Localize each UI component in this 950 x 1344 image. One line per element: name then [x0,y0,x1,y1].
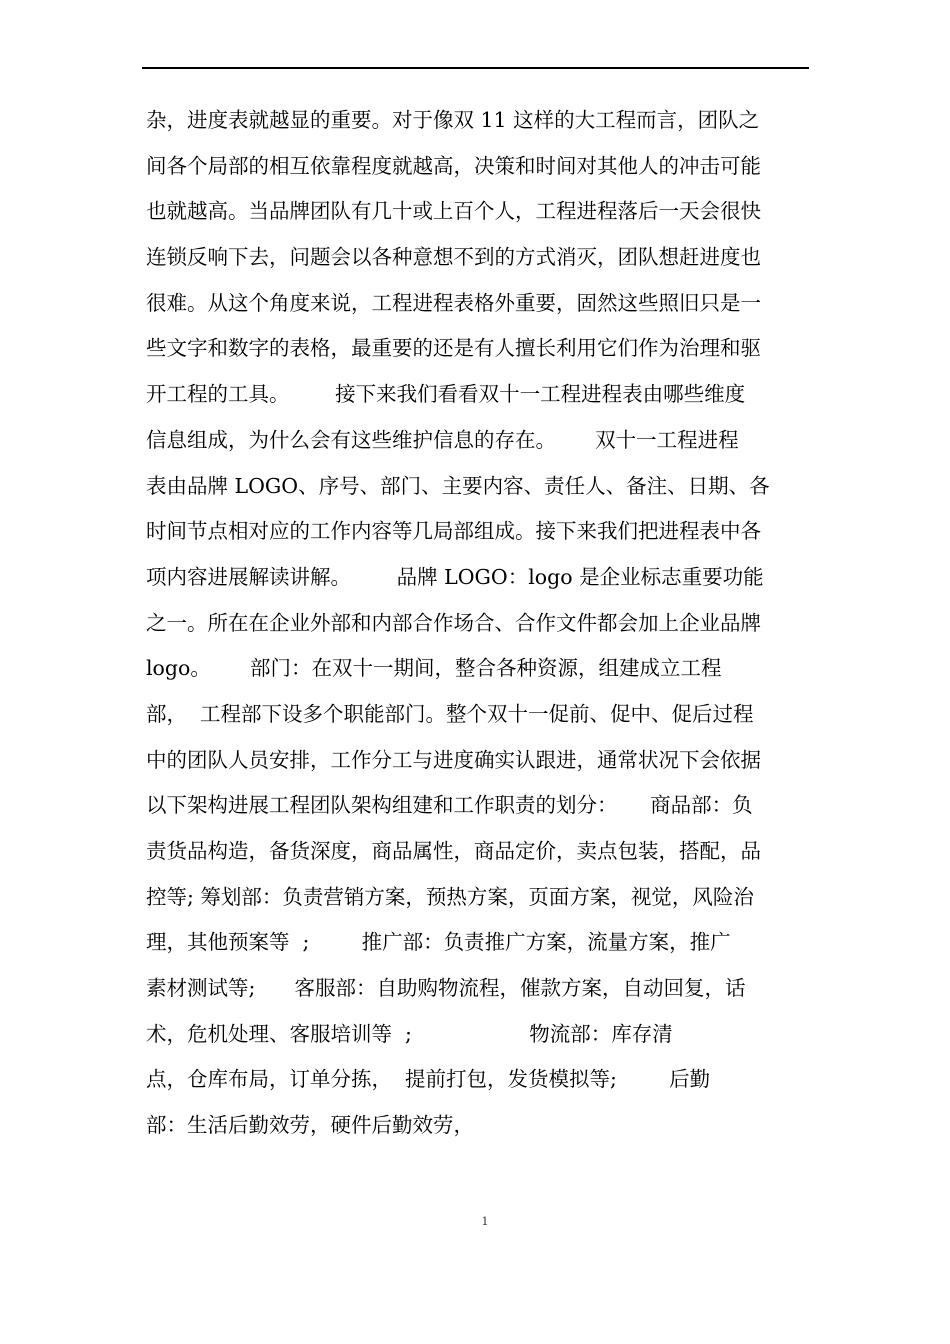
text-line: 部， 工程部下设多个职能部门。整个双十一促前、促中、促后过程 [146,701,754,726]
page-number: 1 [481,1215,489,1228]
header-rule [142,67,809,69]
text-line: 开工程的工具。 接下来我们看看双十一工程进程表由哪些维度 [146,382,746,407]
text-line: 之一。所在在企业外部和内部合作场合、合作文件都会加上企业品牌 [146,610,761,635]
text-line: 点，仓库布局，订单分拣， 提前打包，发货模拟等; 后勤 [146,1067,711,1092]
document-body [146,98,816,1149]
text-line: 中的团队人员安排，工作分工与进度确实认跟进，通常状况下会依据 [146,747,761,772]
text-line: 连锁反响下去，问题会以各种意想不到的方式消灭，团队想赶进度也 [146,245,761,270]
text-line: 控等; 筹划部：负责营销方案，预热方案，页面方案，视觉，风险治 [146,884,754,909]
text-line: logo。 部门：在双十一期间，整合各种资源，组建成立工程 [146,656,722,681]
text-line: 间各个局部的相互依靠程度就越高，决策和时间对其他人的冲击可能 [146,153,761,178]
text-line: 信息组成，为什么会有这些维护信息的存在。 双十一工程进程 [146,427,739,452]
text-line: 表由品牌 LOGO、序号、部门、主要内容、责任人、备注、日期、各 [146,473,770,498]
text-line: 术，危机处理、客服培训等 ; 物流部：库存清 [146,1021,673,1046]
text-line: 部：生活后勤效劳，硬件后勤效劳， [146,1113,474,1138]
text-line: 项内容进展解读讲解。 品牌 LOGO：logo 是企业标志重要功能 [146,564,764,589]
text-line: 理，其他预案等 ; 推广部：负责推广方案，流量方案，推广 [146,930,731,955]
text-line: 也就越高。当品牌团队有几十或上百个人，工程进程落后一天会很快 [146,199,761,224]
text-line: 责货品构造，备货深度，商品属性，商品定价，卖点包装，搭配，品 [146,839,761,863]
text-line: 些文字和数字的表格，最重要的还是有人擅长利用它们作为治理和驱 [146,336,761,361]
text-line: 以下架构进展工程团队架构组建和工作职责的划分： 商品部：负 [146,793,753,818]
text-line: 很难。从这个角度来说，工程进程表格外重要，固然这些照旧只是一 [146,290,761,315]
text-line: 杂，进度表就越显的重要。对于像双 11 这样的大工程而言，团队之 [146,108,760,132]
text-line: 时间节点相对应的工作内容等几局部组成。接下来我们把进程表中各 [146,519,761,544]
text-line: 素材测试等; 客服部：自助购物流程，催款方案，自动回复，话 [146,976,746,1001]
